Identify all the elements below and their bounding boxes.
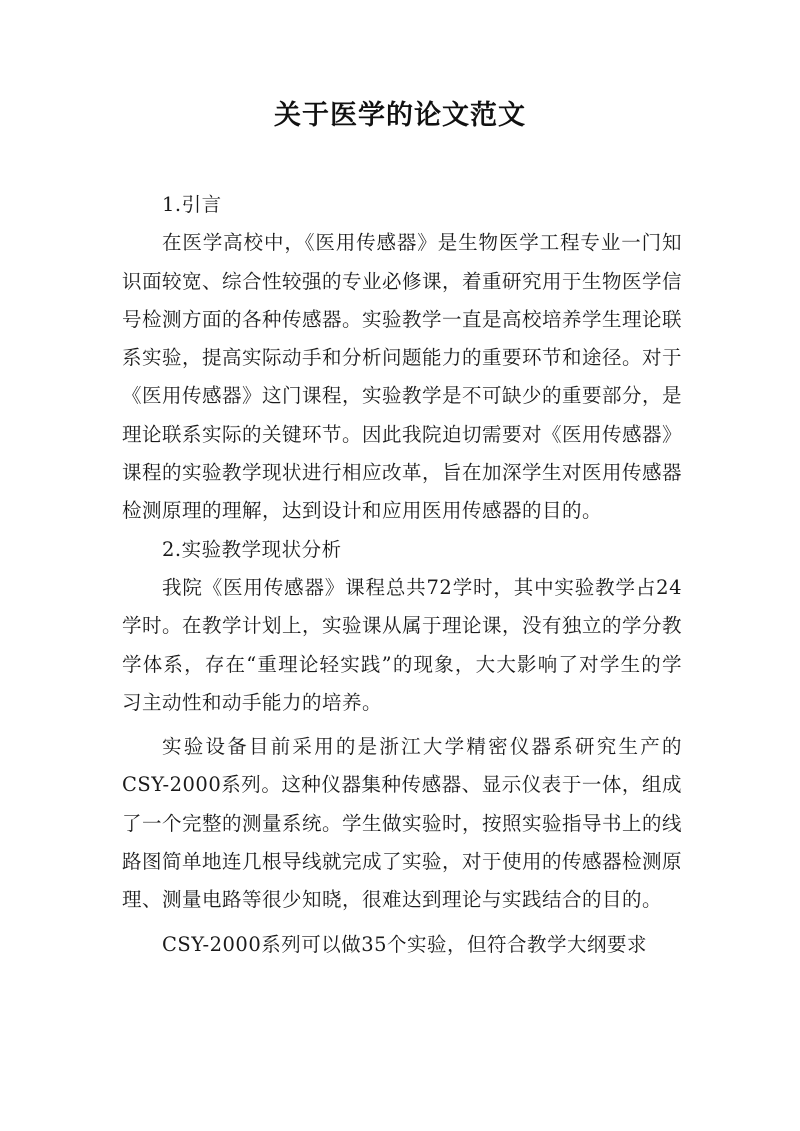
paragraph-introduction: 在医学高校中，《医用传感器》是生物医学工程专业一门知识面较宽、综合性较强的专业必修课，着重研究用于生物医学信号检测方面的各种传感器。实验教学一直是高校培养学生理论联系实验，提高实际动手和分析问题能力的重要环节和途径。对于《医用传感器》这门课程，实验教学是不可缺少的重要部分，是理论联系实际的关键环节。因此我院迫切需要对《医用传感器》课程的实验教学现状进行相应改革，旨在加深学生对医用传感器检测原理的理解，达到设计和应用医用传感器的目的。 <box>122 231 683 523</box>
section-heading-current-status: 2.实验教学现状分析 <box>162 537 342 561</box>
paragraph-experiments: CSY-2000系列可以做35个实验，但符合教学大纲要求 <box>162 932 648 956</box>
section-heading-introduction: 1.引言 <box>162 193 222 216</box>
document-title: 关于医学的论文范文 <box>274 100 526 131</box>
document-body <box>122 186 682 964</box>
paragraph-equipment: 实验设备目前采用的是浙江大学精密仪器系研究生产的CSY-2000系列。这种仪器集种传感器、显示仪表于一体，组成了一个完整的测量系统。学生做实验时，按照实验指导书上的线路图简单地连几根导线就完成了实验，对于使用的传感器检测原理、测量电路等很少知晓，很难达到理论与实践结合的目的。 <box>122 735 683 912</box>
paragraph-course-hours: 我院《医用传感器》课程总共72学时，其中实验教学占24学时。在教学计划上，实验课从属于理论课，没有独立的学分教学体系，存在“重理论轻实践”的现象，大大影响了对学生的学习主动性和动手能力的培养。 <box>122 575 683 714</box>
